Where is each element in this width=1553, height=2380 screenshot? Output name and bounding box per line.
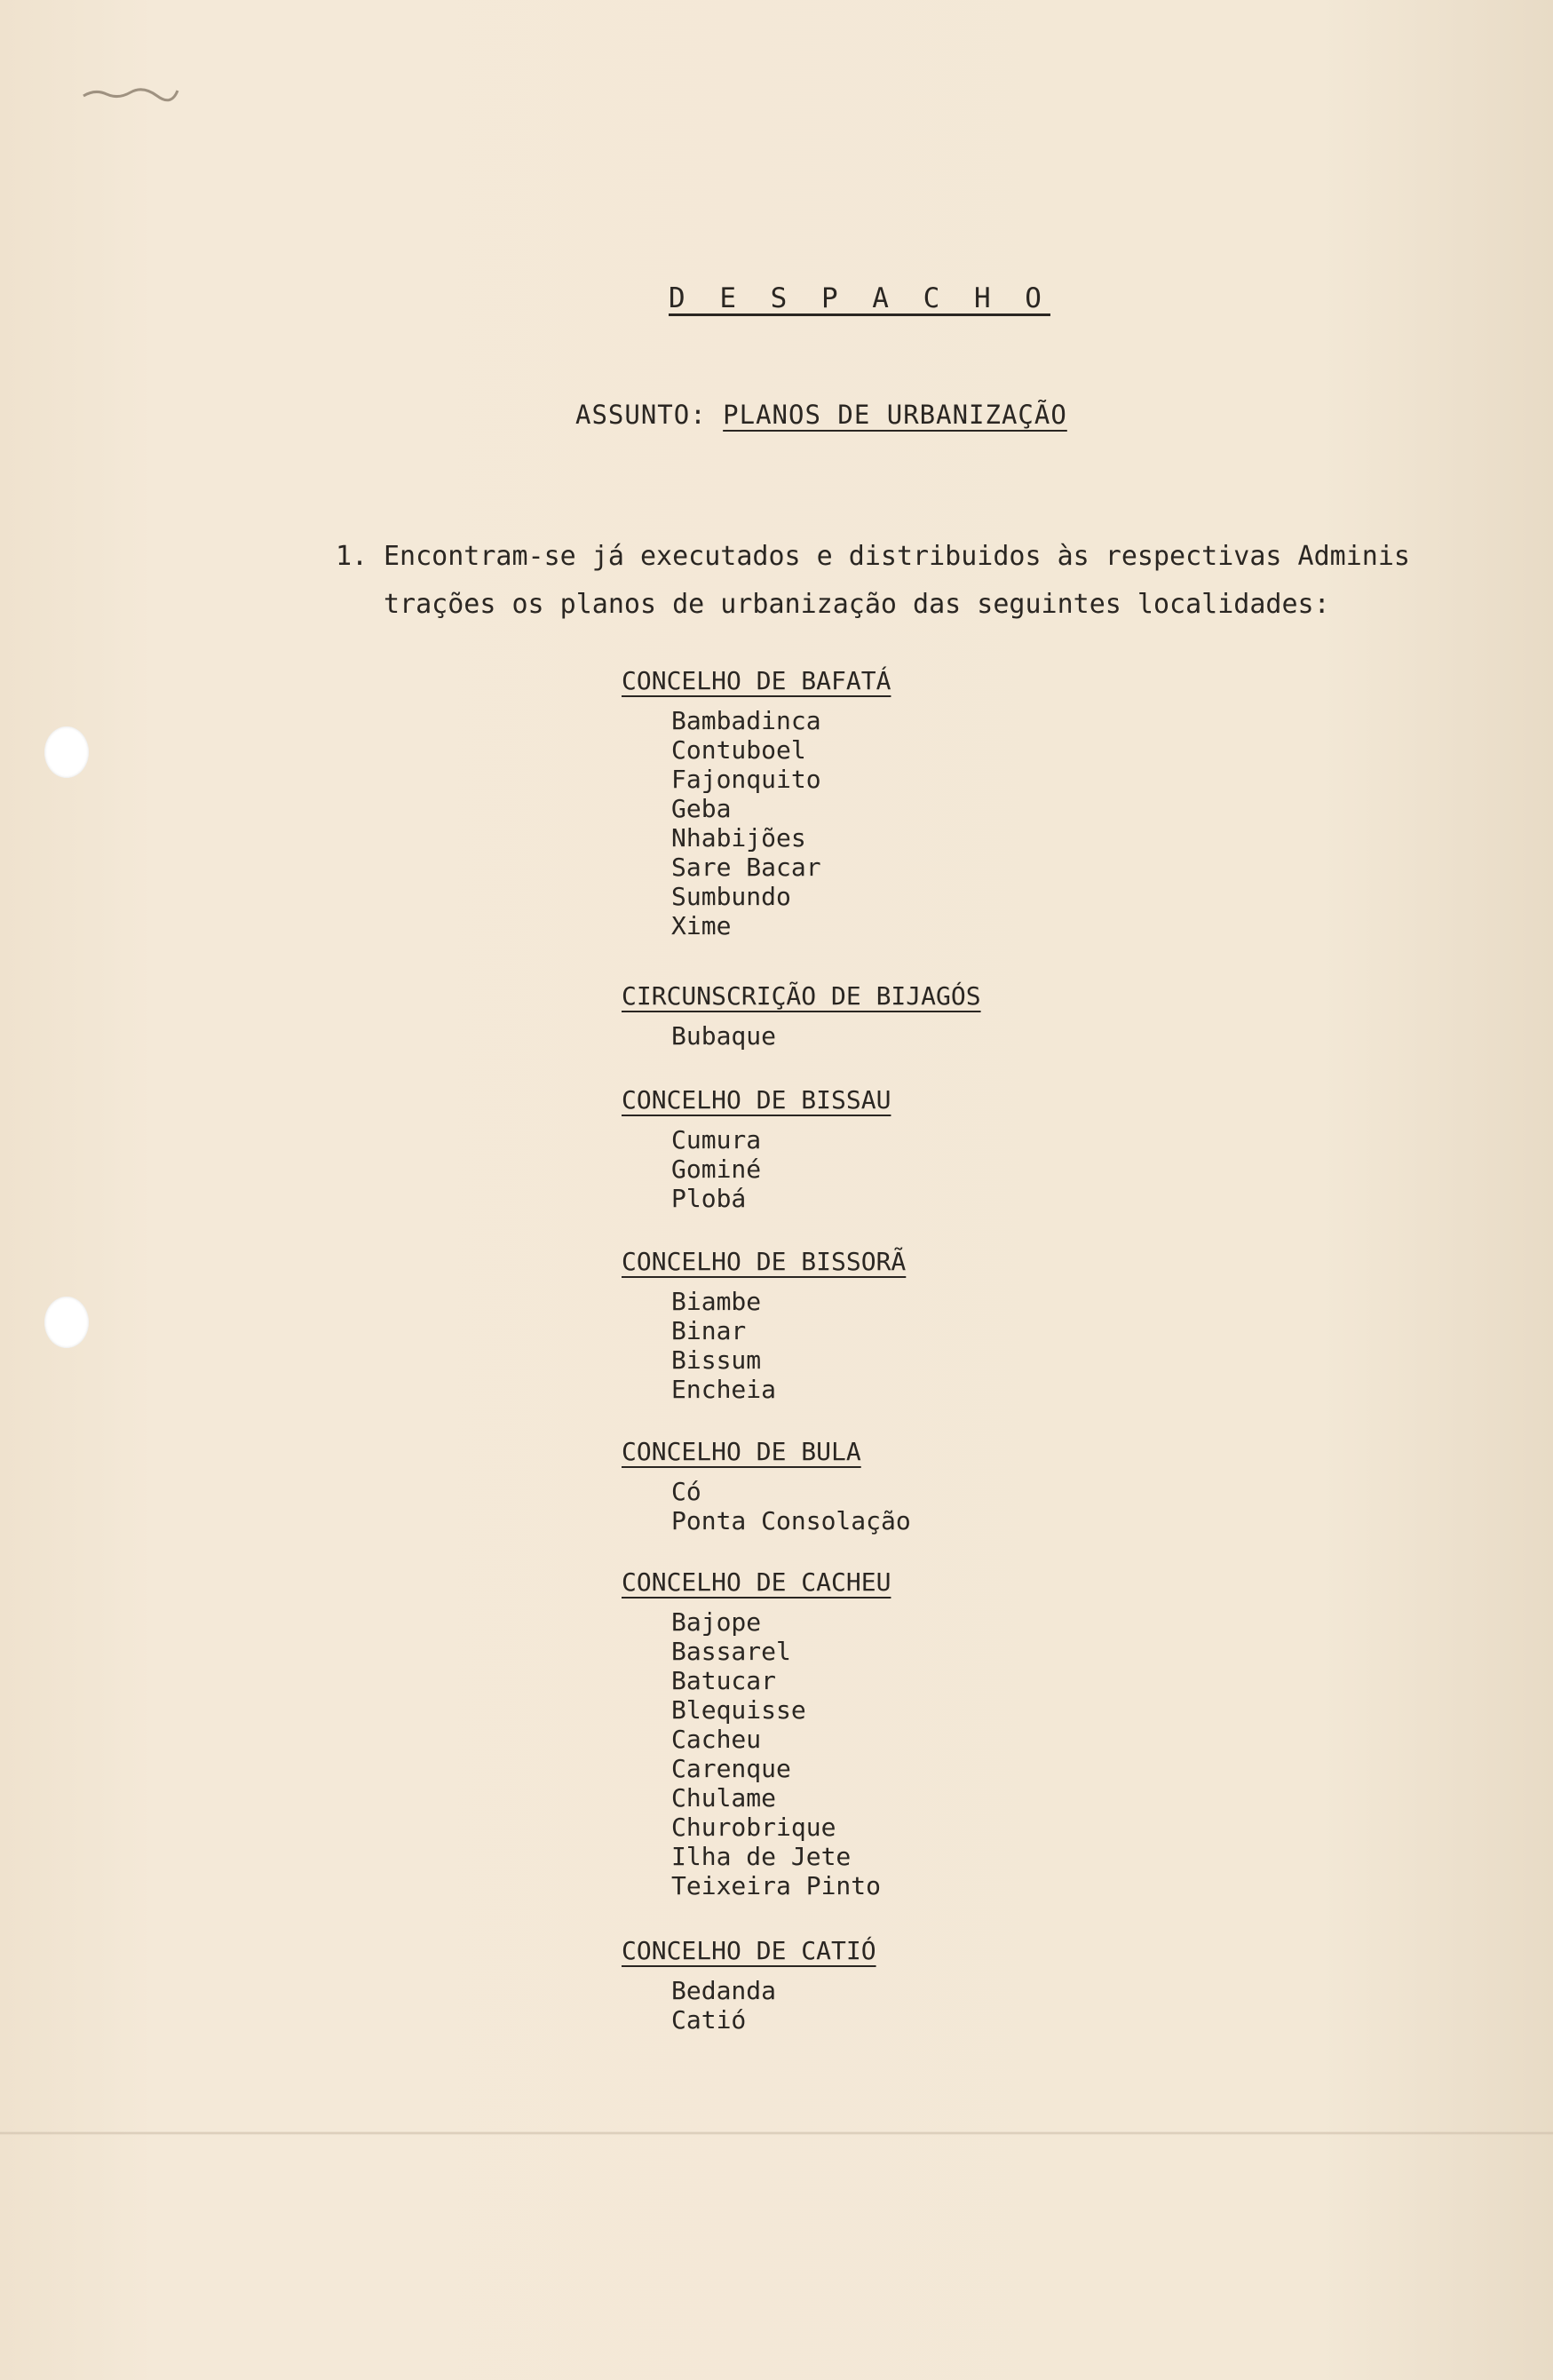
- locality-item: Churobrique: [671, 1813, 836, 1842]
- locality-list: [622, 1287, 906, 1404]
- locality-item: Bedanda: [671, 1976, 777, 2005]
- locality-item: Teixeira Pinto: [671, 1871, 882, 1900]
- paragraph-number: 1.: [336, 541, 368, 572]
- paragraph-line-2: trações os planos de urbanização das seguintes localidades:: [384, 589, 1330, 620]
- section-title: CONCELHO DE CACHEU: [622, 1567, 891, 1597]
- locality-item: Sumbundo: [671, 882, 791, 911]
- locality-item: Cumura: [671, 1125, 762, 1154]
- locality-list: [622, 706, 891, 940]
- locality-item: Plobá: [671, 1184, 747, 1213]
- locality-item: Bubaque: [671, 1021, 777, 1051]
- section-title: CONCELHO DE BISSAU: [622, 1085, 891, 1115]
- locality-item: Ponta Consolação: [671, 1506, 911, 1535]
- subject-label: ASSUNTO:: [575, 400, 707, 430]
- locality-item: Contuboel: [671, 735, 806, 765]
- locality-item: Bassarel: [671, 1637, 791, 1666]
- locality-item: Ilha de Jete: [671, 1842, 852, 1871]
- locality-list: [622, 1477, 911, 1535]
- locality-item: Sare Bacar: [671, 853, 821, 882]
- locality-item: Bajope: [671, 1607, 762, 1637]
- section-title: CONCELHO DE BISSORÃ: [622, 1247, 907, 1276]
- section-title: CONCELHO DE CATIÓ: [622, 1936, 876, 1965]
- punch-hole: [44, 1297, 89, 1348]
- locality-item: Xime: [671, 911, 732, 940]
- locality-list: [622, 1125, 891, 1213]
- paper-fold: [0, 2131, 1553, 2135]
- section-title: CONCELHO DE BULA: [622, 1437, 861, 1466]
- ink-smudge: [82, 85, 179, 103]
- section: [622, 1247, 906, 1404]
- subject-value: PLANOS DE URBANIZAÇÃO: [723, 400, 1067, 430]
- section-title: CIRCUNSCRIÇÃO DE BIJAGÓS: [622, 981, 981, 1011]
- section: [622, 981, 981, 1051]
- locality-item: Bambadinca: [671, 706, 821, 735]
- locality-item: Gominé: [671, 1154, 762, 1184]
- locality-item: Catió: [671, 2005, 747, 2035]
- locality-list: [622, 1976, 876, 2035]
- locality-item: Binar: [671, 1316, 747, 1345]
- locality-item: Batucar: [671, 1666, 777, 1695]
- section: [622, 1437, 911, 1535]
- locality-item: Bissum: [671, 1345, 762, 1375]
- locality-item: Cacheu: [671, 1725, 762, 1754]
- locality-list: [622, 1021, 981, 1051]
- subject-line: [575, 400, 1067, 430]
- section: [622, 1936, 876, 2035]
- paragraph-line-1: Encontram-se já executados e distribuidos às respectivas Adminis: [384, 541, 1410, 572]
- locality-item: Carenque: [671, 1754, 791, 1783]
- locality-item: Encheia: [671, 1375, 777, 1404]
- document-title: D E S P A C H O: [669, 282, 1050, 314]
- paragraph-1: [336, 533, 1446, 629]
- section: [622, 666, 891, 940]
- locality-item: Geba: [671, 794, 732, 823]
- punch-hole: [44, 726, 89, 778]
- locality-item: Blequisse: [671, 1695, 806, 1725]
- section: [622, 1085, 891, 1213]
- locality-list: [622, 1607, 891, 1900]
- section: [622, 1567, 891, 1900]
- locality-item: Fajonquito: [671, 765, 821, 794]
- locality-item: Nhabijões: [671, 823, 806, 853]
- section-title: CONCELHO DE BAFATÁ: [622, 666, 891, 695]
- locality-item: Có: [671, 1477, 701, 1506]
- locality-item: Chulame: [671, 1783, 777, 1813]
- locality-item: Biambe: [671, 1287, 762, 1316]
